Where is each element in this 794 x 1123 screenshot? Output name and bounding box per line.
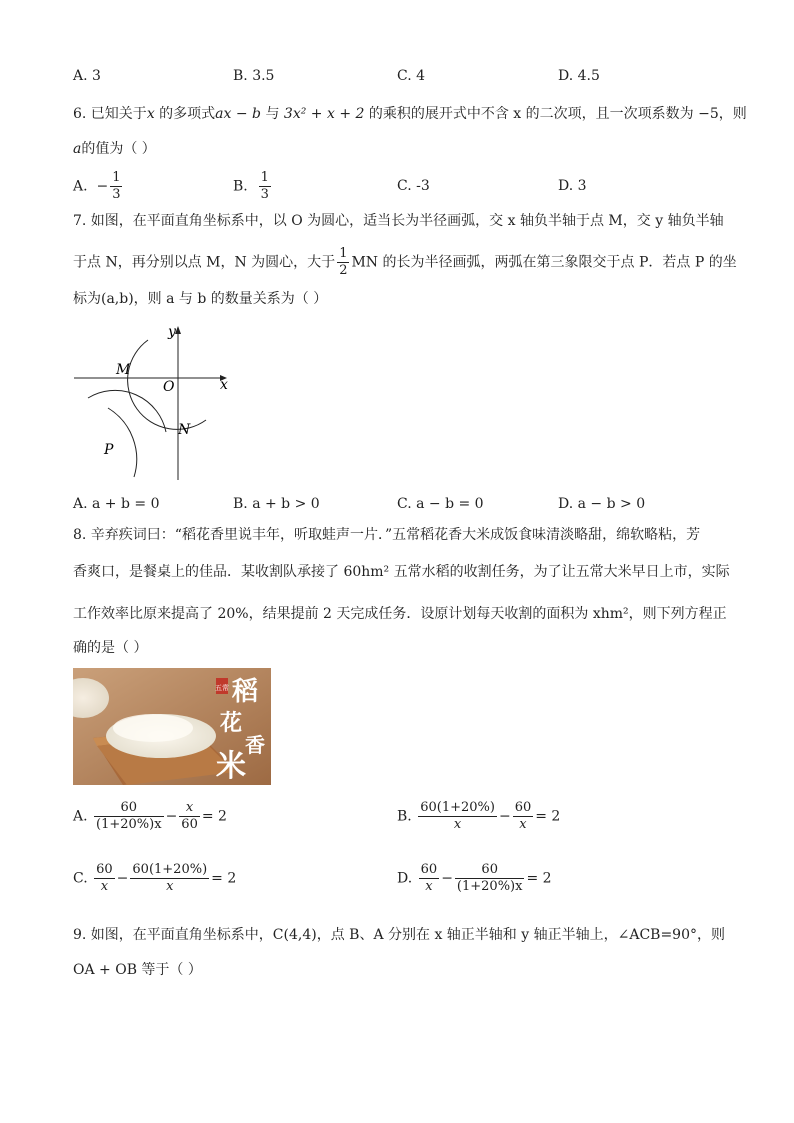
q8-option-b: B. $\frac{60(1+20\%)}{x}$ − $\frac{60}{x}$ = 2	[397, 800, 561, 832]
q5-option-c: C. 4	[397, 68, 426, 84]
q6-poly1: ax − b	[215, 106, 262, 122]
q8-b-d2: x	[519, 817, 527, 832]
q6-option-a-den: 3	[112, 187, 121, 202]
q6-stem-line2	[73, 139, 156, 159]
q8-a-d1: (1+20%)x	[96, 817, 162, 832]
q6-option-b	[233, 170, 273, 203]
q5-option-d: D. 4.5	[558, 68, 600, 84]
q8-d-n1: 60	[420, 862, 438, 877]
q8-c-rhs: = 2	[211, 870, 237, 887]
q8-c-d2: x	[166, 879, 174, 894]
q7-stem-line2	[73, 246, 737, 279]
q6-text-c: 与	[261, 106, 284, 122]
q6-option-c: C. -3	[397, 178, 430, 194]
photo-char-4: 米	[216, 749, 246, 784]
q8-a-n2: x	[179, 800, 200, 817]
q6-option-b-num: 1	[260, 170, 269, 185]
q6-option-b-den: 3	[260, 187, 269, 202]
q6-text-a: 6. 已知关于	[73, 106, 147, 122]
q6-text-e: 的值为（ ）	[81, 141, 156, 157]
rice-photo	[73, 668, 271, 785]
q8-option-c-label: C.	[73, 870, 88, 887]
q6-stem-line1	[73, 104, 747, 124]
q6-option-b-label: B.	[233, 178, 248, 195]
q7-frac-num: 1	[339, 246, 348, 261]
q6-option-a-sign: −	[96, 178, 109, 195]
q6-option-d: D. 3	[558, 178, 587, 194]
q5-option-a: A. 3	[73, 68, 101, 84]
label-o: O	[163, 379, 175, 395]
label-n: N	[178, 422, 191, 438]
q8-b-rhs: = 2	[535, 808, 561, 825]
q8-a-d2: 60	[181, 817, 198, 832]
q6-text-b: 的多项式	[154, 106, 216, 122]
q7-option-b: B. a + b > 0	[233, 496, 320, 512]
rice-photo-illustration	[73, 668, 271, 785]
q8-stem-line2: 香爽口，是餐桌上的佳品．某收割队承接了 60hm² 五常水稻的收割任务，为了让五常大米早日上市，实际	[73, 564, 730, 580]
label-y: y	[168, 324, 176, 340]
q8-option-a: A. $\frac{60}{(1+20\%)x}$ − $\frac{x}{60}$ = 2	[73, 800, 227, 832]
label-x: x	[220, 377, 228, 393]
q8-c-d1: x	[100, 879, 109, 894]
q8-option-d: D. $\frac{60}{x}$ − $\frac{60}{(1+20\%)x}$ = 2	[397, 862, 552, 894]
photo-char-1: 稻	[231, 677, 259, 707]
q8-option-a-label: A.	[73, 808, 88, 825]
q8-stem-line1: 8. 辛弃疾词曰：“稻花香里说丰年，听取蛙声一片．”五常稻花香大米成饭食味清淡略甜，绵软略粘，芳	[73, 527, 701, 543]
q8-c-n1: 60	[96, 862, 113, 877]
q8-c-n2: 60(1+20%)	[132, 862, 208, 877]
q6-var-x: x	[146, 106, 155, 122]
label-p: P	[104, 442, 114, 458]
q8-b-n2: 60	[514, 800, 532, 815]
q7-frac-den: 2	[339, 263, 348, 278]
q7-option-c: C. a − b = 0	[397, 496, 484, 512]
q5-option-b: B. 3.5	[233, 68, 275, 84]
q8-stem-line3: 工作效率比原来提高了 20%，结果提前 2 天完成任务．设原计划每天收割的面积为 xhm²，则下列方程正	[73, 606, 727, 622]
label-m: M	[116, 362, 131, 378]
q8-a-n1: 60	[94, 800, 164, 817]
q6-option-a-label: A.	[73, 178, 88, 195]
q7-stem-line3: 标为(a,b)，则 a 与 b 的数量关系为（ ）	[73, 291, 328, 307]
q7-option-d: D. a − b > 0	[558, 496, 646, 512]
q7-figure	[70, 320, 240, 485]
q7-option-a: A. a + b = 0	[73, 496, 160, 512]
q8-option-c: C. $\frac{60}{x}$ − $\frac{60(1+20\%)}{x}$ = 2	[73, 862, 237, 894]
q8-d-d1: x	[425, 879, 433, 894]
photo-seal-text: 五常	[215, 684, 229, 692]
q8-d-n2: 60	[455, 862, 525, 879]
q8-a-rhs: = 2	[201, 808, 227, 825]
q7-stem-line1: 7. 如图，在平面直角坐标系中，以 O 为圆心，适当长为半径画弧，交 x 轴负半轴于点 M，交 y 轴负半轴	[73, 213, 724, 229]
q6-text-d: 的乘积的展开式中不含 x 的二次项，且一次项系数为 −5，则	[364, 106, 747, 122]
q8-stem-line4: 确的是（ ）	[73, 640, 148, 656]
q8-b-d1: x	[453, 817, 462, 832]
q8-d-rhs: = 2	[526, 870, 552, 887]
q8-b-n1: 60(1+20%)	[420, 800, 495, 815]
q8-d-d2: (1+20%)x	[456, 879, 523, 894]
q8-option-b-label: B.	[397, 808, 412, 825]
photo-char-2: 花	[219, 710, 243, 736]
q9-stem-line1: 9. 如图，在平面直角坐标系中，C(4,4)，点 B、A 分别在 x 轴正半轴和 y 轴正半轴上，∠ACB=90°，则	[73, 927, 725, 943]
q6-var-a: a	[73, 141, 82, 157]
q6-option-a-num: 1	[112, 170, 121, 185]
q7-text-b: MN 的长为半径画弧，两弧在第三象限交于点 P．若点 P 的坐	[351, 254, 737, 271]
photo-char-3: 香	[245, 733, 265, 757]
q6-option-a	[73, 170, 124, 203]
q8-option-d-label: D.	[397, 870, 413, 887]
q9-stem-line2: OA + OB 等于（ ）	[73, 962, 202, 978]
q7-text-a: 于点 N，再分别以点 M，N 为圆心，大于	[73, 254, 336, 271]
q6-poly2: 3x² + x + 2	[283, 106, 365, 122]
